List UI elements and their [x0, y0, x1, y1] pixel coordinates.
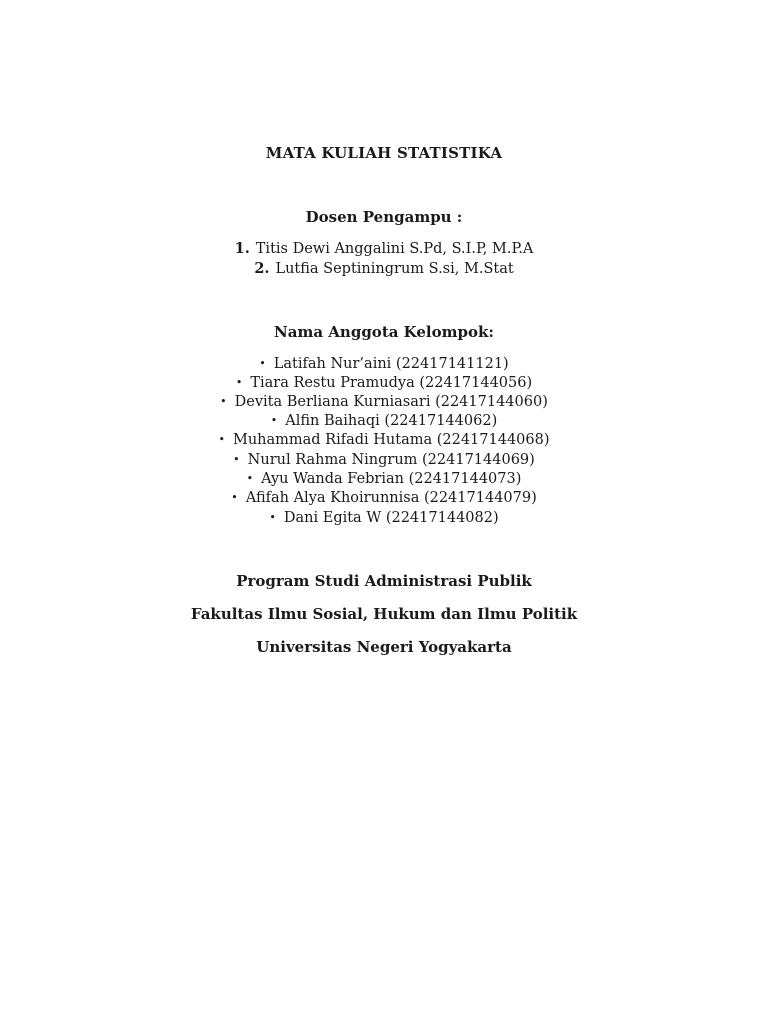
- bullet-icon: •: [269, 511, 276, 524]
- lecturer-item: [0, 259, 768, 279]
- bullet-icon: •: [231, 491, 238, 504]
- bullet-icon: •: [259, 357, 266, 370]
- member-item: [0, 430, 768, 451]
- program-name: Program Studi Administrasi Publik: [236, 572, 532, 590]
- member-item: [0, 373, 768, 394]
- lecturers-heading: Dosen Pengampu :: [305, 208, 463, 226]
- bullet-icon: •: [235, 376, 243, 389]
- member-name: Dani Egita W (22417144082): [283, 510, 499, 526]
- bullet-icon: •: [246, 472, 254, 485]
- member-item: [0, 392, 768, 413]
- university-name: Universitas Negeri Yogyakarta: [256, 638, 512, 656]
- member-item: [0, 354, 768, 375]
- member-item: [0, 450, 768, 471]
- lecturer-number: 2.: [254, 260, 270, 277]
- lecturer-item: [0, 239, 768, 259]
- lecturer-name: Titis Dewi Anggalini S.Pd, S.I.P, M.P.A: [255, 241, 534, 257]
- member-name: Devita Berliana Kurniasari (22417144060): [234, 394, 548, 410]
- members-heading: Nama Anggota Kelompok:: [274, 323, 494, 341]
- member-item: [0, 411, 768, 432]
- member-name: Alfin Baihaqi (22417144062): [285, 413, 498, 429]
- member-item: [0, 488, 768, 509]
- member-item: [0, 508, 768, 529]
- bullet-icon: •: [220, 395, 227, 408]
- member-name: Afifah Alya Khoirunnisa (22417144079): [245, 490, 537, 506]
- member-name: Tiara Restu Pramudya (22417144056): [250, 375, 533, 391]
- member-name: Latifah Nur’aini (22417141121): [273, 356, 509, 372]
- bullet-icon: •: [233, 453, 240, 466]
- document-title: MATA KULIAH STATISTIKA: [265, 144, 503, 162]
- member-name: Muhammad Rifadi Hutama (22417144068): [232, 432, 550, 448]
- bullet-icon: •: [218, 433, 225, 446]
- faculty-name: Fakultas Ilmu Sosial, Hukum dan Ilmu Politik: [190, 605, 578, 623]
- member-name: Ayu Wanda Febrian (22417144073): [261, 471, 522, 487]
- member-name: Nurul Rahma Ningrum (22417144069): [247, 452, 535, 468]
- member-item: [0, 469, 768, 490]
- bullet-icon: •: [270, 414, 278, 427]
- lecturer-number: 1.: [234, 240, 250, 257]
- lecturer-name: Lutfia Septiningrum S.si, M.Stat: [275, 261, 514, 277]
